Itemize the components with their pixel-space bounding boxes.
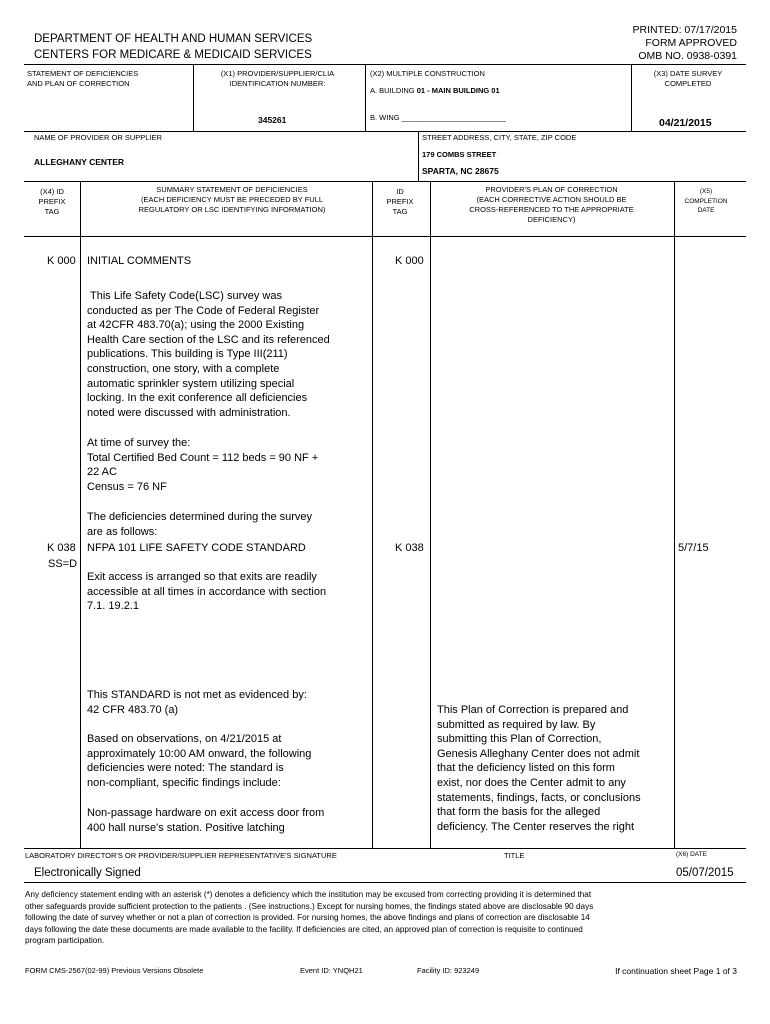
building-value: 01 - MAIN BUILDING 01 xyxy=(416,86,500,95)
title-label: TITLE xyxy=(504,851,525,860)
rule xyxy=(24,131,746,132)
form-number: FORM CMS-2567(02-99) Previous Versions Obsolete xyxy=(25,966,204,975)
exit-access-paragraph: Exit access is arranged so that exits are readily accessible at all times in accordance with section 7.1. 19.2.1 xyxy=(87,571,327,613)
rule xyxy=(24,64,746,65)
wing-line: B. WING _________________________ xyxy=(370,113,506,122)
k038-title: NFPA 101 LIFE SAFETY CODE STANDARD xyxy=(87,542,306,554)
rule xyxy=(24,882,746,883)
rule xyxy=(418,131,419,181)
observations-paragraph: Based on observations, on 4/21/2015 at approximately 10:00 AM onward, the following deficiencies were noted: The standard is non-compliant, specific findings include: xyxy=(87,733,312,789)
rule xyxy=(674,181,675,848)
provider-number: 345261 xyxy=(258,115,287,125)
provider-name-label: NAME OF PROVIDER OR SUPPLIER xyxy=(34,133,162,142)
disclaimer: Any deficiency statement ending with an asterisk (*) denotes a deficiency which the institution may be excused from correcting providing it is determined that other safeguards provide sufficient protection to the patients . (See instructions.) Except for nursing homes, the findings stated above are disclosable 90 days following the date of survey whether or not a plan of correction is provided. For nursing homes, the above findings and plans of correction are disclosable 14 days following the date these documents are made available to the facility. If deficiencies are cited, an approved plan of correction is requisite to continued program participation. xyxy=(25,890,594,946)
rule xyxy=(631,64,632,131)
hardware-finding: Non-passage hardware on exit access door from 400 hall nurse's station. Positive latching xyxy=(87,807,325,834)
printed-date: PRINTED: 07/17/2015 xyxy=(632,24,737,36)
id-header: ID PREFIX TAG xyxy=(386,187,414,216)
statement-label: STATEMENT OF DEFICIENCIES AND PLAN OF CORRECTION xyxy=(27,69,139,88)
agency-title: CENTERS FOR MEDICARE & MEDICAID SERVICES xyxy=(34,49,312,61)
k038-id-tag: K 038 xyxy=(395,542,424,554)
summary-header: SUMMARY STATEMENT OF DEFICIENCIES (EACH DEFICIENCY MUST BE PRECEDED BY FULL REGULATORY OR LSC IDENTIFYING INFORMATION) xyxy=(138,185,326,214)
x5-header: (X5) COMPLETION DATE xyxy=(684,188,728,214)
date-label: (X6) DATE xyxy=(676,851,707,858)
survey-completed-date: 04/21/2015 xyxy=(659,117,712,129)
department-title: DEPARTMENT OF HEALTH AND HUMAN SERVICES xyxy=(34,33,313,45)
provider-name: ALLEGHANY CENTER xyxy=(34,157,125,167)
k038-scope-severity: SS=D xyxy=(48,558,78,570)
rule xyxy=(80,181,81,848)
deficiencies-intro: The deficiencies determined during the survey are as follows: xyxy=(87,511,313,538)
rule xyxy=(365,64,366,131)
x3-label: (X3) DATE SURVEY COMPLETED xyxy=(653,69,723,88)
building-line: A. BUILDING 01 - MAIN BUILDING 01 xyxy=(370,86,500,95)
census-paragraph: At time of survey the: Total Certified Bed Count = 112 beds = 90 NF + 22 AC Census = 76 NF xyxy=(87,437,319,493)
k000-title: INITIAL COMMENTS xyxy=(87,255,192,267)
rule xyxy=(24,848,746,849)
k038-tag: K 038 xyxy=(47,542,76,554)
k000-id-tag: K 000 xyxy=(395,255,424,267)
address-label: STREET ADDRESS, CITY, STATE, ZIP CODE xyxy=(422,133,577,142)
facility-id: Facility ID: 923249 xyxy=(417,966,480,975)
x4-header: (X4) ID PREFIX TAG xyxy=(38,187,66,216)
rule xyxy=(193,64,194,131)
continuation-sheet: If continuation sheet Page 1 of 3 xyxy=(615,966,737,976)
signature-label: LABORATORY DIRECTOR'S OR PROVIDER/SUPPLIER REPRESENTATIVE'S SIGNATURE xyxy=(25,851,337,860)
rule xyxy=(372,181,373,848)
signature-value: Electronically Signed xyxy=(34,867,141,879)
city-state-zip: SPARTA, NC 28675 xyxy=(422,166,499,176)
lsc-survey-paragraph: This Life Safety Code(LSC) survey was conducted as per The Code of Federal Register at 42CFR 483.70(a); using the 2000 Existing Health Care section of the LSC and its referenced publications. This building is Type III(211) construction, one story, with a complete automatic sprinkler system utilizing special locking. In the exit conference all deficiencies noted were discussed with administration. xyxy=(87,290,330,419)
x1-label: (X1) PROVIDER/SUPPLIER/CLIA IDENTIFICATION NUMBER: xyxy=(220,69,335,88)
street-address: 179 COMBS STREET xyxy=(422,150,497,159)
plan-of-correction-text: This Plan of Correction is prepared and submitted as required by law. By submitting this Plan of Correction, Genesis Alleghany Center does not admit that the deficiency listed on this form exist, nor does the Center admit to any statements, findings, facts, or conclusions that form the basis for the alleged deficiency. The Center reserves the right xyxy=(437,704,641,833)
rule xyxy=(430,181,431,848)
event-id: Event ID: YNQH21 xyxy=(300,966,363,975)
k000-tag: K 000 xyxy=(47,255,76,267)
form-approved: FORM APPROVED xyxy=(645,37,737,49)
rule xyxy=(24,181,746,182)
standard-not-met: This STANDARD is not met as evidenced by: 42 CFR 483.70 (a) xyxy=(87,689,307,716)
signature-date: 05/07/2015 xyxy=(676,867,734,879)
omb-number: OMB NO. 0938-0391 xyxy=(638,50,737,62)
k038-completion-date: 5/7/15 xyxy=(678,542,709,554)
plan-header: PROVIDER'S PLAN OF CORRECTION (EACH CORRECTIVE ACTION SHOULD BE CROSS-REFERENCED TO THE APPROPRIATE DEFICIENCY) xyxy=(469,185,634,224)
rule xyxy=(24,236,746,237)
x2-label: (X2) MULTIPLE CONSTRUCTION xyxy=(370,69,485,78)
